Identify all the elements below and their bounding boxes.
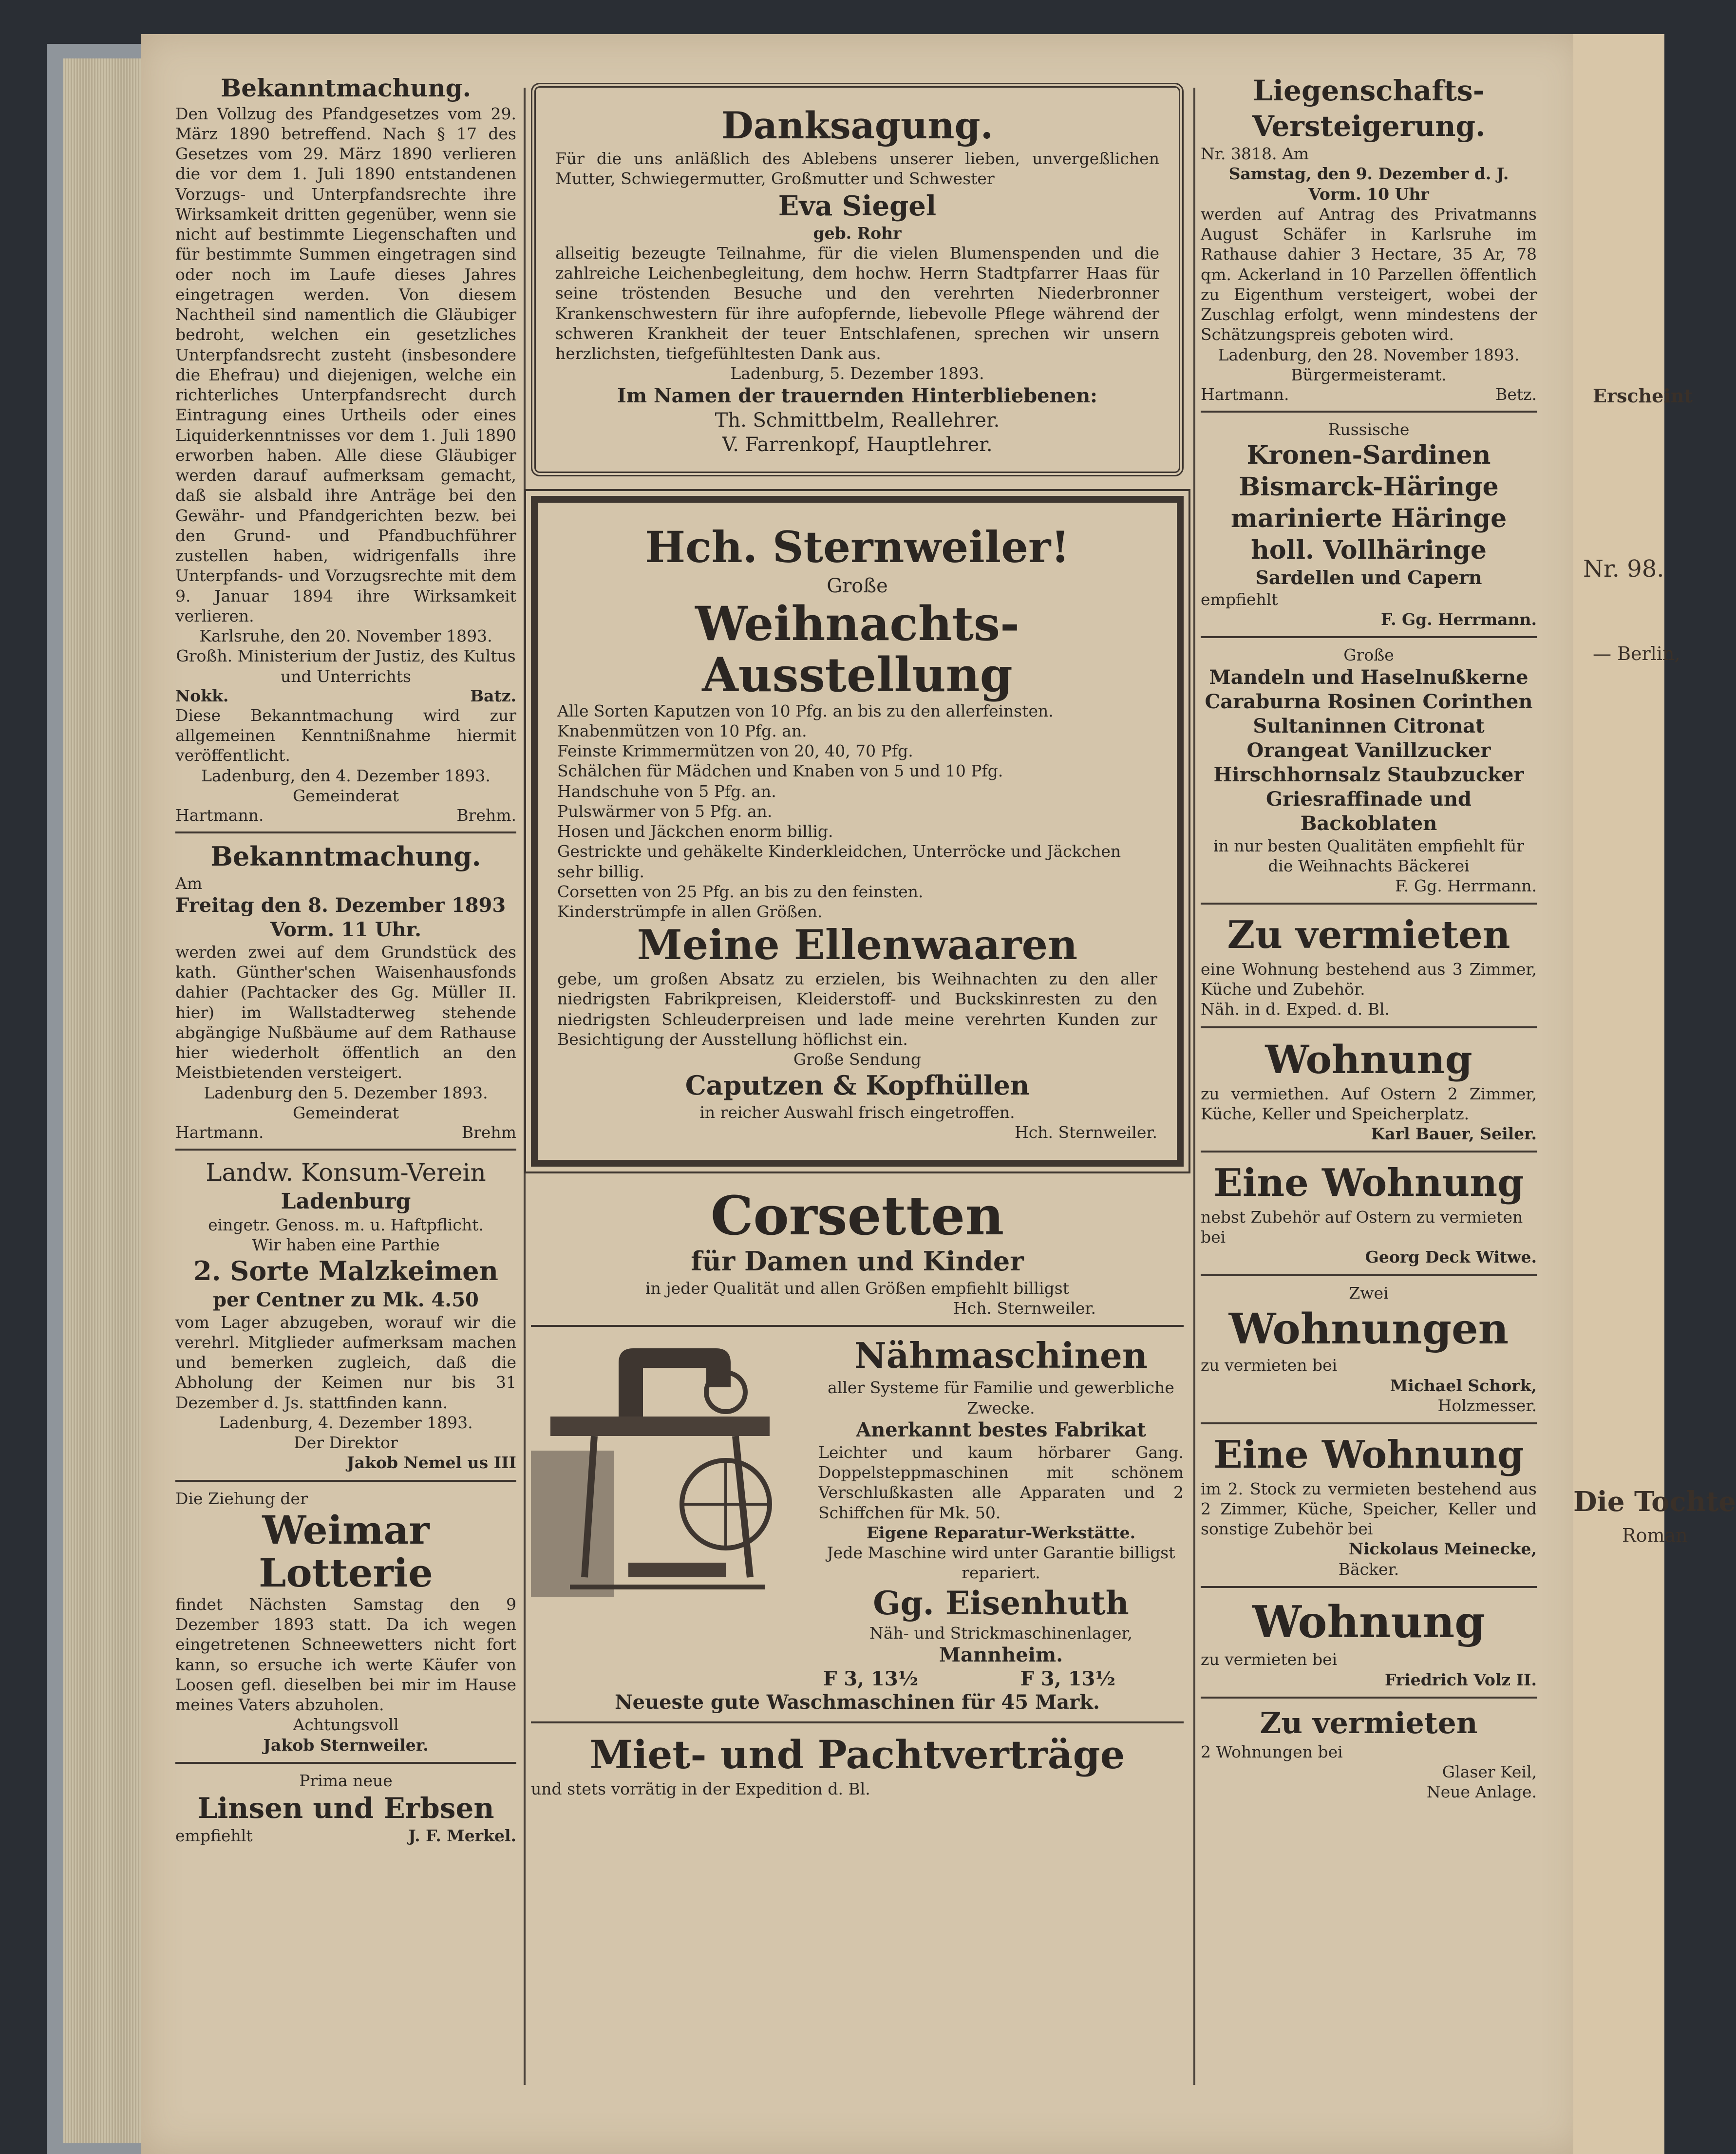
ad-pre: Große [827, 574, 888, 597]
ad-name: Eva Siegel [778, 189, 937, 222]
ad-item: Corsetten von 25 Pfg. an bis zu den feinsten. [557, 882, 924, 901]
notice-place: Ladenburg, den 4. Dezember 1893. [201, 766, 491, 785]
ad-mietvertraege [531, 1730, 1184, 1799]
ad-place: Ladenburg, 4. Dezember 1893. [219, 1413, 473, 1432]
column-rule [524, 88, 526, 2085]
sewing-machine-icon [531, 1334, 804, 1606]
ad-product: marinierte Häringe [1230, 504, 1507, 534]
facing-page-text: Roman [1622, 1525, 1688, 1546]
ad-body: Leichter und kaum hörbarer Gang. Doppelsteppmaschinen mit schönem Verschlußkasten alle Apparaten und 2 Schiffchen für Mk. 50. [818, 1442, 1184, 1522]
ad-signature: Holzmesser. [1437, 1396, 1537, 1415]
ad-item: Alle Sorten Kaputzen von 10 Pfg. an bis zu den allerfeinsten. [557, 701, 1054, 720]
ad-title: Wohnungen [1228, 1304, 1509, 1354]
ad-pre: Die Ziehung der [175, 1489, 308, 1508]
ad-zu-vermieten-2 [1201, 1705, 1537, 1802]
ad-title: Corsetten [710, 1184, 1004, 1247]
signature: V. Farrenkopf, Hauptlehrer. [722, 433, 993, 456]
ad-body: 2 Wohnungen bei [1201, 1742, 1343, 1761]
signature: Hartmann. [175, 806, 264, 825]
ad-signature: Bäcker. [1338, 1559, 1399, 1579]
ad-signature: Glaser Keil, [1442, 1762, 1537, 1781]
ad-eine-wohnung-2 [1201, 1431, 1537, 1579]
ad-signature: Hch. Sternweiler. [1015, 1123, 1157, 1142]
ad-corsetten [531, 1186, 1184, 1318]
facing-page-text: — Berlin, [1593, 643, 1680, 664]
ad-title: Versteigerung. [1252, 109, 1486, 143]
divider [175, 831, 516, 833]
ad-eine-wohnung [1201, 1159, 1537, 1267]
divider [1201, 1422, 1537, 1424]
ad-title: Weimar Lotterie [259, 1507, 433, 1596]
ad-shop: Näh- und Strickmaschinenlager, [869, 1624, 1132, 1643]
ad-headline: Weihnachts-Ausstellung [695, 596, 1019, 703]
ad-sardinen [1201, 419, 1537, 629]
ad-wohnung [1201, 1035, 1537, 1144]
ad-signature: Michael Schork, [1390, 1376, 1537, 1395]
ad-family: Im Namen der trauernden Hinterbliebenen: [617, 384, 1097, 407]
column-rule [1193, 88, 1195, 2085]
ad-title: Zu vermieten [1260, 1706, 1478, 1740]
ad-item: Kinderstrümpfe in allen Größen. [557, 902, 823, 922]
ad-title: Ladenburg [281, 1189, 411, 1214]
notice-time: Vorm. 11 Uhr. [270, 918, 422, 941]
ad-signature: Jakob Sternweiler. [263, 1735, 429, 1755]
ad-signature: Nickolaus Meinecke, [1348, 1539, 1537, 1559]
notice-body: werden zwei auf dem Grundstück des kath. Günther'schen Waisenhausfonds dahier (Pachtacker des Gg. Müller II. hier) im Wallstadterweg stehende abgängige Nußbäume auf dem Rathause hier wiederholt öffentlich an den Meistbietenden versteigert. [175, 942, 516, 1082]
ad-line: empfiehlt [175, 1826, 253, 1845]
ad-title: Wohnung [1265, 1036, 1472, 1082]
ad-item: Pulswärmer von 5 Pfg. an. [557, 801, 773, 821]
ad-product: Kronen-Sardinen [1246, 440, 1491, 471]
ad-signature: Friedrich Volz II. [1384, 1670, 1537, 1689]
ad-title: Miet- und Pachtverträge [589, 1732, 1125, 1778]
ad-danksagung [531, 83, 1184, 476]
facing-page-text: Nr. 98. [1583, 555, 1664, 583]
ad-signature: Neue Anlage. [1426, 1782, 1537, 1802]
divider [1201, 903, 1537, 905]
signature: Batz. [470, 686, 516, 705]
ad-item: Gestrickte und gehäkelte Kinderkleidchen, Unterröcke und Jäckchen sehr billig. [557, 842, 1121, 881]
ad-item: Hosen und Jäckchen enorm billig. [557, 822, 833, 841]
ad-title: Hch. Sternweiler! [644, 521, 1070, 572]
ad-product: 2. Sorte Malzkeimen [193, 1255, 498, 1286]
ad-pre: Große [1343, 645, 1394, 665]
signature: Nokk. [175, 686, 229, 705]
ad-signature: F. Gg. Herrmann. [1395, 876, 1537, 895]
ad-title: Eine Wohnung [1213, 1433, 1524, 1477]
column-middle [531, 73, 1184, 1799]
ad-signatures [175, 1826, 516, 1845]
ad-note: in nur besten Qualitäten empfiehlt für die Weihnachts Bäckerei [1213, 836, 1525, 875]
ad-body: gebe, um großen Absatz zu erzielen, bis Weihnachten zu den aller niedrigsten Fabrikpreisen, Kleiderstoff- und Buckskinresten zu den niedrigsten Schleuderpreisen und lade meine verehrten Kunden zur Besichtigung der Ausstellung höflichst ein. [557, 969, 1157, 1049]
ad-body: findet Nächsten Samstag den 9 Dezember 1893 statt. Da ich wegen eingetretenen Schneewetters nicht fort kann, so ersuche ich werte Käufer von Loosen gefl. dieselben bei mir im Hause meines Vaters abzuholen. [175, 1594, 516, 1714]
ad-city: Mannheim. [939, 1644, 1063, 1667]
ad-greeting: Achtungsvoll [293, 1715, 399, 1735]
ad-title: Linsen und Erbsen [197, 1792, 494, 1825]
ad-born: geb. Rohr [813, 223, 902, 243]
ad-versteigerung [1201, 73, 1537, 404]
ad-headline: Meine Ellenwaaren [637, 921, 1078, 969]
ad-body: in jeder Qualität und allen Größen empfiehlt billigst [645, 1278, 1069, 1298]
notice-title: Bekanntmachung. [220, 74, 472, 102]
column-left [175, 73, 516, 1845]
ad-wohnung-2 [1201, 1595, 1537, 1690]
ad-body: zu vermieten bei [1201, 1356, 1338, 1375]
notice-pfandgesetz [175, 73, 516, 825]
ad-line: Nr. 3818. Am [1201, 144, 1309, 163]
signature: Betz. [1495, 385, 1537, 404]
notice-place: Ladenburg den 5. Dezember 1893. [204, 1083, 488, 1102]
ad-line: Eigene Reparatur-Werkstätte. [866, 1523, 1136, 1542]
ad-item: Handschuhe von 5 Pfg. an. [557, 781, 776, 801]
divider [1201, 1697, 1537, 1699]
ad-linsen-erbsen [175, 1771, 516, 1845]
divider [175, 1762, 516, 1764]
notice-body: Den Vollzug des Pfandgesetzes vom 29. März 1890 betreffend. Nach § 17 des Gesetzes vom 29. März 1890 verlieren die vor dem 1. Juli 1890 entstandenen Vorzugs- und Unterpfandsrechte ihre Wirksamkeit dritten gegenüber, wenn sie nicht auf bestimmte Liegenschaften und für bestimmte Summen eingetragen sind oder noch im Laufe dieses Jahres eingetragen werden. Von diesem Nachtheil sind namentlich die Gläubiger bedroht, welchen ein gesetzliches Unterpfandsrecht zusteht (insbesondere die Ehefrau) und diejenigen, welche ein richterliches Unterpfandsrecht durch Eintragung eines Urtheils oder eines Liquiderkenntnisses vor dem 1. Juli 1890 erworben haben. Alle diese Gläubiger werden darauf aufmerksam gemacht, daß sie alsbald ihre Anträge bei den Gewähr- und Pfandgerichten bezw. bei den Grund- und Pfandbuchführer zustellen haben, widrigenfalls ihre Unterpfands- und Vorzugsrechte mit dem 9. Januar 1894 ihre Wirksamkeit verlieren. [175, 104, 516, 625]
ad-item: Feinste Krimmermützen von 20, 40, 70 Pfg. [557, 741, 913, 761]
ad-product: Bismarck-Häringe [1239, 472, 1499, 502]
divider [1201, 636, 1537, 638]
ad-item: Schälchen für Mädchen und Knaben von 5 und 10 Pfg. [557, 761, 1003, 781]
notice-office: Großh. Ministerium der Justiz, des Kultus und Unterrichts [176, 646, 516, 686]
ad-subtitle: für Damen und Kinder [691, 1246, 1024, 1277]
ad-body: zu vermiethen. Auf Ostern 2 Zimmer, Küche, Keller und Speicherplatz. [1201, 1084, 1537, 1123]
notice-office: Gemeinderat [293, 1103, 399, 1122]
ad-zu-vermieten [1201, 911, 1537, 1019]
ad-signatures [1201, 385, 1537, 404]
ad-item: Knabenmützen von 10 Pfg. an. [557, 721, 807, 740]
ad-naehmaschinen [531, 1334, 1184, 1667]
ad-body: Mandeln und Haselnußkerne Caraburna Rosinen Corinthen Sultaninnen Citronat Orangeat Vanillzucker Hirschhornsalz Staubzucker Griesraffinade und Backoblaten [1205, 665, 1533, 835]
ad-pre: Prima neue [299, 1771, 393, 1790]
ad-weimar-lotterie [175, 1489, 516, 1755]
notice-place: Karlsruhe, den 20. November 1893. [199, 626, 492, 645]
signature: Brehm. [456, 806, 516, 825]
notice-line: Am [175, 873, 203, 893]
ad-subtitle: eingetr. Genoss. m. u. Haftpflicht. [208, 1215, 484, 1234]
ad-title: Landw. Konsum-Verein [206, 1158, 486, 1187]
ad-signature: Georg Deck Witwe. [1365, 1247, 1537, 1267]
ad-line: in reicher Auswahl frisch eingetroffen. [699, 1102, 1015, 1122]
ad-line: Wir haben eine Parthie [252, 1235, 440, 1254]
ad-date: Samstag, den 9. Dezember d. J. [1228, 164, 1509, 184]
ad-body: aller Systeme für Familie und gewerbliche Zwecke. [828, 1378, 1174, 1417]
ad-headline: Caputzen & Kopfhüllen [685, 1070, 1030, 1101]
notice-title: Bekanntmachung. [210, 841, 481, 872]
notice-signatures [175, 806, 516, 825]
facing-page-text: Erscheint [1593, 385, 1693, 407]
ad-title: Danksagung. [721, 104, 994, 147]
ad-body: zu vermieten bei [1201, 1650, 1338, 1669]
ad-line: Jede Maschine wird unter Garantie billigst repariert. [827, 1543, 1175, 1583]
ad-pre: Zwei [1349, 1283, 1389, 1303]
divider [531, 1325, 1184, 1327]
sewing-machine-illustration [531, 1334, 804, 1606]
ad-office: Der Direktor [294, 1433, 398, 1452]
ad-product: Sardellen und Capern [1255, 567, 1482, 589]
notice-date: Freitag den 8. Dezember 1893 [175, 893, 506, 917]
ad-subtitle: Anerkannt bestes Fabrikat [856, 1418, 1146, 1441]
facing-page-text: Die Tochte [1573, 1486, 1736, 1518]
ad-title: Liegenschafts- [1253, 74, 1485, 107]
divider [1201, 1151, 1537, 1153]
notice-note: Diese Bekanntmachung wird zur allgemeinen Kenntnißnahme hiermit veröffentlicht. [175, 705, 516, 765]
notice-nussbaeume [175, 840, 516, 1142]
ad-addresses [531, 1667, 1184, 1690]
ad-title: Nähmaschinen [854, 1335, 1148, 1377]
divider [1201, 1586, 1537, 1588]
ad-sternweiler [531, 496, 1184, 1167]
ad-body: im 2. Stock zu vermieten bestehend aus 2 Zimmer, Küche, Speicher, Keller und sonstige Zubehör bei [1201, 1479, 1537, 1538]
divider [531, 1721, 1184, 1723]
ad-office: Bürgermeisteramt. [1291, 365, 1447, 384]
notice-office: Gemeinderat [293, 786, 399, 805]
ad-address: F 3, 13½ [1020, 1667, 1115, 1691]
ad-title: Eine Wohnung [1213, 1161, 1524, 1206]
ad-footer: Neueste gute Waschmaschinen für 45 Mark. [615, 1691, 1100, 1714]
divider [1201, 1274, 1537, 1276]
divider [175, 1149, 516, 1151]
ad-place: Ladenburg, den 28. November 1893. [1218, 345, 1520, 364]
ad-body: nebst Zubehör auf Ostern zu vermieten bei [1201, 1207, 1523, 1247]
divider [1201, 1026, 1537, 1028]
signature: J. F. Merkel. [408, 1826, 516, 1845]
ad-title: Wohnung [1252, 1596, 1486, 1648]
ad-signature: Jakob Nemel us III [347, 1453, 516, 1473]
ad-signature: Karl Bauer, Seiler. [1371, 1124, 1537, 1143]
ad-product: holl. Vollhäringe [1251, 535, 1487, 566]
ad-body: vom Lager abzugeben, worauf wir die verehrl. Mitglieder aufmerksam machen und bemerken zugleich, daß die Abholung der Keimen nur bis 31 Dezember d. Js. stattfinden kann. [175, 1312, 516, 1412]
notice-signatures [175, 686, 516, 705]
ad-wohnungen [1201, 1283, 1537, 1416]
ad-signature: F. Gg. Herrmann. [1380, 610, 1537, 629]
divider [1201, 411, 1537, 413]
ad-signature: Hch. Sternweiler. [953, 1299, 1096, 1318]
ad-title: Zu vermieten [1227, 913, 1510, 958]
signature: Brehm [461, 1123, 516, 1142]
ad-price: per Centner zu Mk. 4.50 [213, 1288, 479, 1311]
ad-body: eine Wohnung bestehend aus 3 Zimmer, Küche und Zubehör. [1201, 959, 1537, 999]
ad-pre: Große Sendung [793, 1050, 922, 1069]
facing-page [1573, 34, 1736, 2154]
ad-name: Gg. Eisenhuth [873, 1584, 1129, 1622]
ad-subtitle: und stets vorrätig in der Expedition d. Bl. [531, 1779, 870, 1799]
column-right [1201, 73, 1537, 1802]
ad-body: Für die uns anläßlich des Ablebens unserer lieben, unvergeßlichen Mutter, Schwiegermutter, Großmutter und Schwester [555, 149, 1159, 189]
ad-note: Näh. in d. Exped. d. Bl. [1201, 1000, 1390, 1019]
ad-konsum-verein [175, 1157, 516, 1473]
ad-line: empfiehlt [1201, 589, 1278, 609]
ad-item-list [557, 701, 1157, 922]
ad-body: werden auf Antrag des Privatmanns August Schäfer in Karlsruhe im Rathause dahier 3 Hectare, 35 Ar, 78 qm. Ackerland in 10 Parzellen öffentlich zu Eigenthum versteigert, wobei der Zuschlag erfolgt, wenn mindestens der Schätzungspreis geboten wird. [1201, 204, 1537, 344]
ad-pre: Russische [1328, 420, 1410, 439]
ad-place: Ladenburg, 5. Dezember 1893. [730, 364, 984, 383]
notice-signatures [175, 1123, 516, 1142]
ad-backzutaten [1201, 645, 1537, 896]
ad-body: allseitig bezeugte Teilnahme, für die vielen Blumenspenden und die zahlreiche Leichenbegleitung, dem hochw. Herrn Stadtpfarrer Haas für seine tröstenden Besuche und den verehrten Niederbronner Krankenschwestern für ihre aufopfernde, liebevolle Pflege während der schweren Krankheit der teuer Entschlafenen, sprechen wir unsern herzlichsten, tiefgefühltesten Dank aus. [555, 243, 1159, 363]
ad-time: Vorm. 10 Uhr [1308, 184, 1429, 204]
ad-address: F 3, 13½ [823, 1667, 919, 1691]
ad-naehmaschinen-text [818, 1334, 1184, 1667]
signature: Th. Schmittbelm, Reallehrer. [715, 409, 1000, 432]
divider [175, 1480, 516, 1482]
signature: Hartmann. [175, 1123, 264, 1142]
page-edges [63, 58, 146, 2143]
signature: Hartmann. [1201, 385, 1289, 404]
